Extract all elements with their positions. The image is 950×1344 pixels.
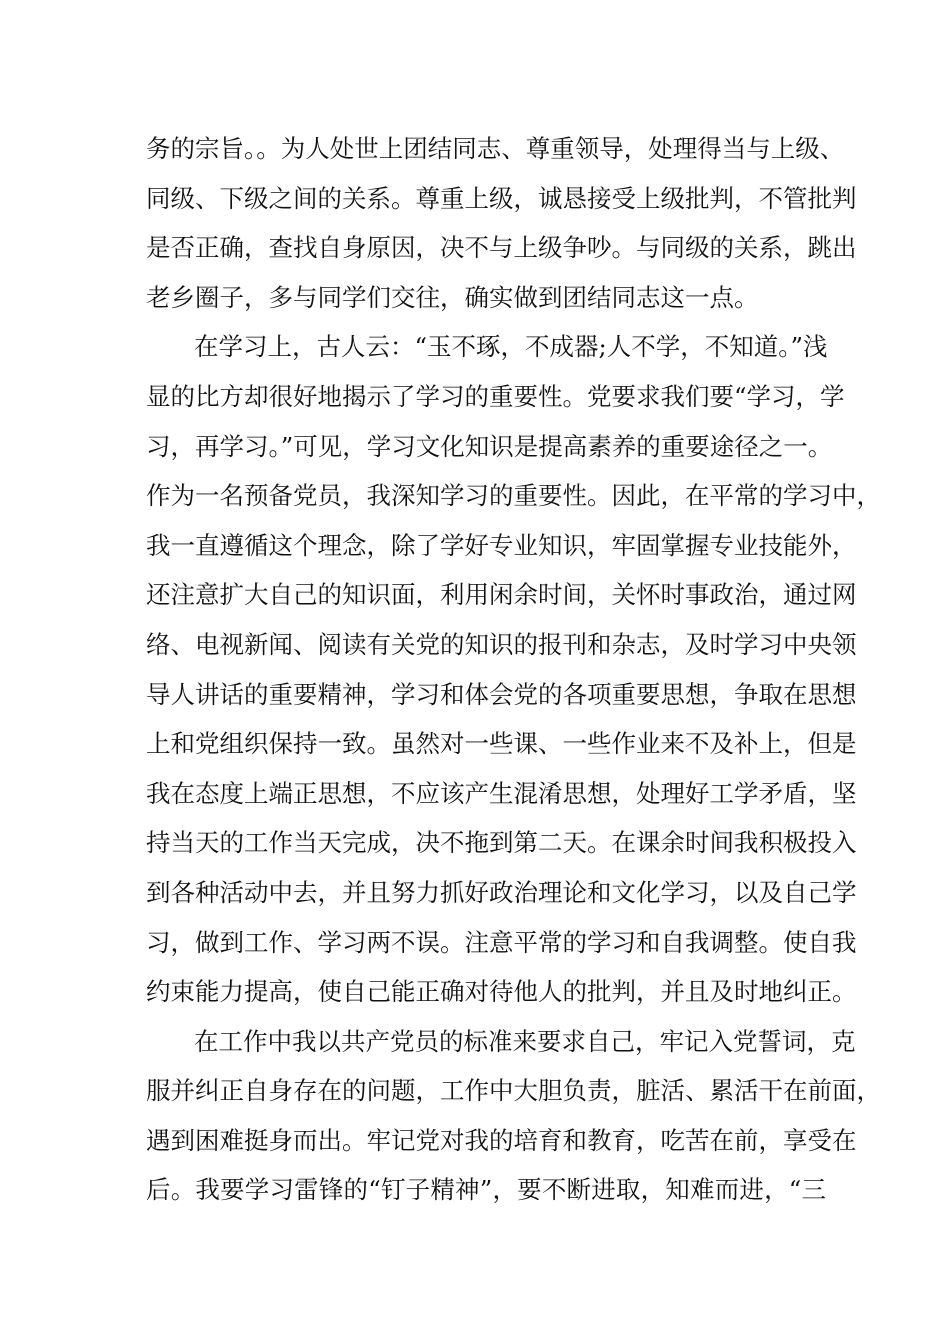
text-line: 上和党组织保持一致。虽然对一些课、一些作业来不及补上，但是: [146, 729, 857, 759]
text-line: 络、电视新闻、阅读有关党的知识的报刊和杂志，及时学习中央领: [146, 629, 857, 659]
text-line: 作为一名预备党员，我深知学习的重要性。因此，在平常的学习中，: [146, 481, 881, 511]
text-line: 约束能力提高，使自己能正确对待他人的批判，并且及时地纠正。: [146, 977, 857, 1007]
text-line: 我在态度上端正思想，不应该产生混淆思想，处理好工学矛盾，坚: [146, 778, 857, 808]
text-line: 显的比方却很好地揭示了学习的重要性。党要求我们要“学习，学: [146, 381, 845, 411]
text-line: 老乡圈子，多与同学们交往，确实做到团结同志这一点。: [146, 282, 759, 312]
text-line: 服并纠正自身存在的问题，工作中大胆负责，脏活、累活干在前面，: [146, 1076, 881, 1106]
text-line: 习，再学习。”可见，学习文化知识是提高素养的重要途径之一。: [146, 431, 833, 461]
paragraph-first-line: 在工作中我以共产党员的标准来要求自己，牢记入党誓词，克: [194, 1026, 856, 1056]
text-line: 遇到困难挺身而出。牢记党对我的培育和教育，吃苦在前，享受在: [146, 1125, 857, 1155]
text-line: 我一直遵循这个理念，除了学好专业知识，牢固掌握专业技能外，: [146, 530, 857, 560]
text-line: 习，做到工作、学习两不误。注意平常的学习和自我调整。使自我: [146, 927, 857, 957]
text-line: 还注意扩大自己的知识面，利用闲余时间，关怀时事政治，通过网: [146, 580, 857, 610]
text-line: 务的宗旨。。为人处世上团结同志、尊重领导，处理得当与上级、: [146, 134, 845, 163]
text-line: 导人讲话的重要精神，学习和体会党的各项重要思想，争取在思想: [146, 679, 857, 709]
text-line: 同级、下级之间的关系。尊重上级，诚恳接受上级批判，不管批判: [146, 183, 857, 213]
text-line: 后。我要学习雷锋的“钉子精神”，要不断进取，知难而进，“三: [146, 1175, 826, 1205]
paragraph-first-line: 在学习上，古人云：“玉不琢，不成器;人不学，不知道。”浅: [194, 332, 828, 362]
document-body: [146, 124, 881, 1215]
text-line: 持当天的工作当天完成，决不拖到第二天。在课余时间我积极投入: [146, 828, 857, 858]
text-line: 到各种活动中去，并且努力抓好政治理论和文化学习，以及自己学: [146, 877, 857, 907]
text-line: 是否正确，查找自身原因，决不与上级争吵。与同级的关系，跳出: [146, 233, 857, 263]
